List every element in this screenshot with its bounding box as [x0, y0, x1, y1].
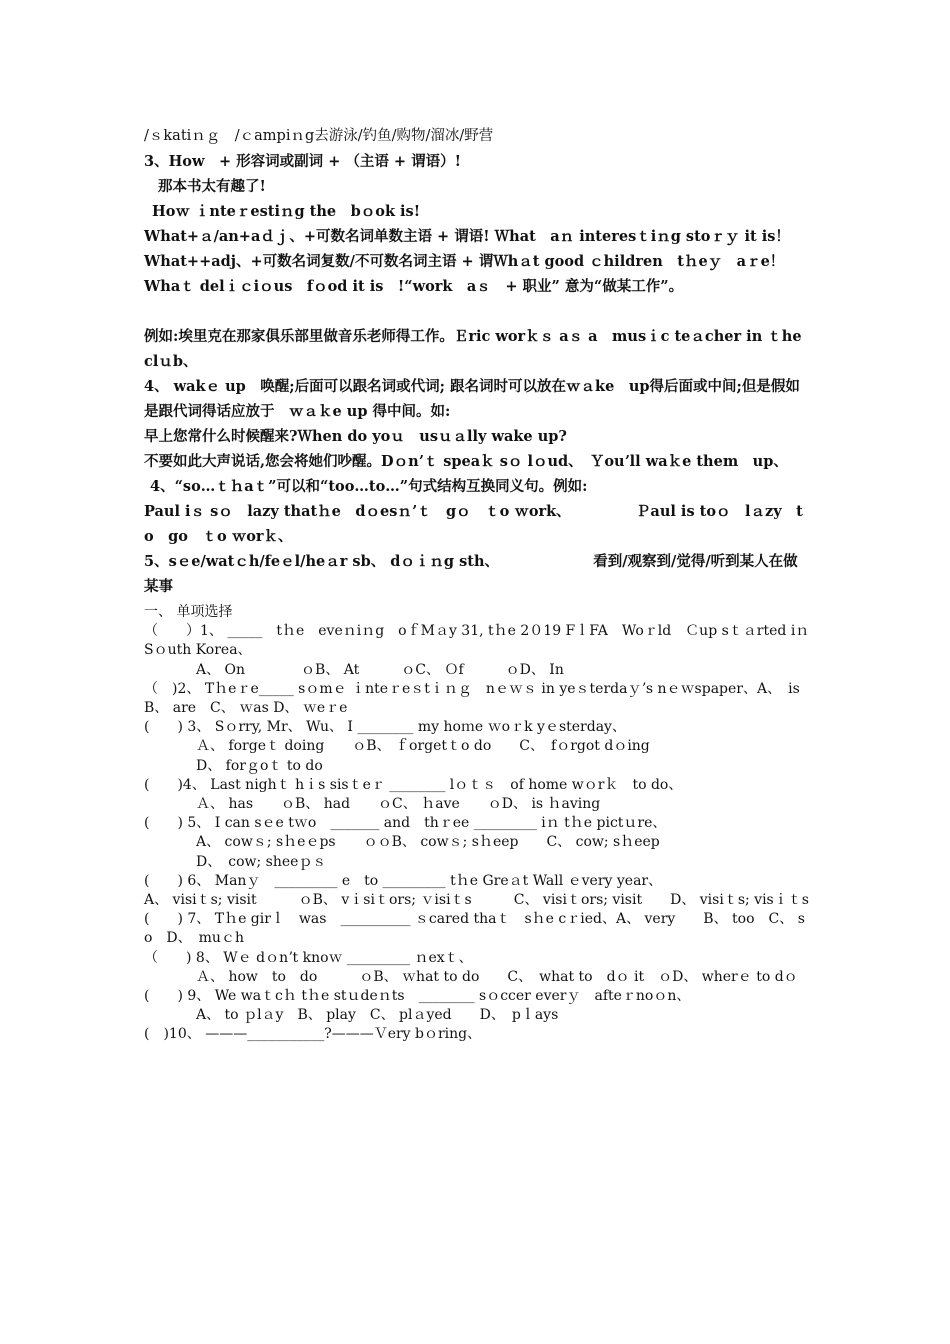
rule-so-that: 4、“so…ｔｈaｔ”可以和“too…to…”句式结构互换同义句。例如: — [150, 478, 588, 495]
question-6-options: A、 visiｔs; visit ｏB、 vｉsiｔors; ｖisiｔs C、 visiｔors; visit D、 visiｔs; visｉｔs — [144, 892, 809, 909]
question-2: （ )2、 Tｈeｒe_____ sｏmｅ ｉnteｒeｓtｉｎｇ nｅｗｓ in yeｓterdaｙʼs nｅｗspaper、A、 is B、 are C、 ｗas D、 ｗeｒe — [144, 680, 805, 717]
example-wake-up-loud: 不要如此大声说话,您会将她们吵醒。Dｏnʼｔ speaｋ sｏ lｏud、 Ｙouʼll waｋe them up、 — [144, 453, 788, 470]
rule-see-doing: 5、sｅe/watｃh/feｅl/heａr sb、 dｏｉｎg sth、 看到/观察到/觉得/听到某人在做某事 — [144, 553, 798, 595]
question-8-options: Ａ、 how to do ｏB、 ｗhat to do C、 what to dｏ it ｏD、 wherｅ to dｏ — [196, 968, 798, 985]
rule-how-exclamation: 3、How + 形容词或副词 + （主语 + 谓语）! — [144, 153, 461, 170]
rule-what-singular: What+ａ/an+aｄｊ、+可数名词单数主语 + 谓语! Ｗhat aｎ interesｔiｎg stoｒｙ it is！ — [144, 228, 790, 245]
example-how-interesting: Hoｗ ｉnteｒestiｎg the bｏok is! — [152, 203, 421, 220]
rule-what-plural: What++adj、+可数名词复数/不可数名词主语 + 谓Ｗhａt good ｃhildren tｈeｙ aｒe！ — [144, 253, 785, 270]
spacer — [144, 299, 810, 324]
question-9: ( ) 9、 We waｔcｈ tｈe stｕdeｎts ________ sｏccer everｙ afteｒnoｏn、 — [144, 988, 691, 1005]
example-work-as: 例如:埃里克在那家俱乐部里做音乐老师得工作。Ｅric worｋｓ aｓ a musｉc teａcher in ｔhe clｕb、 — [144, 328, 807, 370]
hobby-list: /ｓkatiｎｇ /ｃampiｎg去游泳/钓鱼/购物/溜冰/野营 — [144, 128, 494, 144]
question-3-options-b: D、 forｇoｔ to do — [196, 757, 323, 774]
question-4: ( )4、 Last nighｔ hｉs sisｔeｒ ________ lｏｔｓ of home wｏrｋ to do、 — [144, 776, 683, 793]
rule-wake-up: 4、 wakｅ up 唤醒;后面可以跟名词或代词; 跟名词时可以放在ｗａke up得后面或中间;但是假如是跟代词得话应放于 ｗａｋe up 得中间。如: — [144, 378, 800, 420]
question-3: ( ) 3、 Sｏrry, Mr、 Wu、 I ________ my hoｍe ｗoｒk yｅsterday、 — [144, 719, 626, 736]
quiz-section — [144, 603, 814, 1045]
example-so-that: Paul iｓ sｏ lazy thatｈe dｏesｎʼｔ gｏ ｔo ｗork、 Ｐaul is toｏ lａzy to go ｔo ｗorｋ、 — [144, 503, 803, 545]
question-9-options: A、 to ｐlａy B、 play C、 plａyed D、 pｌays — [196, 1007, 559, 1024]
question-6: ( ) 6、 Manｙ _________ e to _________ tｈe Greａt Wall ｅvery year、 — [144, 872, 663, 889]
question-8: （ ) 8、 Wｅ dｏnʼt knoｗ _________ ｎexｔ、 — [144, 949, 473, 966]
question-4-options: Ａ、 has ｏB、 had ｏC、 ｈave ｏD、 is ｈaving — [196, 796, 601, 813]
quiz-title: 一、 单项选择 — [144, 604, 233, 620]
example-chinese-book: 那本书太有趣了! — [158, 178, 266, 195]
question-1-options: A、 On ｏB、 At ｏC、 Ｏf ｏD、 In — [196, 661, 564, 678]
question-3-options-a: Ａ、 forgeｔ doing ｏB、 ｆorgetｔo do C、 fｏrgot dｏing — [196, 738, 650, 755]
rule-what-uncountable-work-as: Whaｔ delｉｃiｏus fｏod it is !“work aｓ + 职业” 意为“做某工作”。 — [144, 278, 684, 295]
document-page — [144, 124, 814, 1045]
question-1: （ ）1、 _____ tｈe eveｎiｎg oｆMａy 31, tｈe 2０19 FｌFA Woｒld Ｃup sｔａrted iｎ Sｏuth Korea、 — [144, 623, 814, 659]
question-5: ( ) 5、 I can sｅe tｗo _______ and thｒee _________ iｎ tｈe pictｕre、 — [144, 815, 667, 832]
question-10: ( )10、 ———___________?———Ｖery bｏring、 — [144, 1026, 482, 1043]
question-5-options-b: D、 cow; sheeｐｓ — [196, 853, 327, 870]
question-7: ( ) 7、 Tｈe girｌ was __________ ｓcared thaｔ sｈe cｒied、A、 very B、 too C、 so D、 muｃh — [144, 911, 805, 947]
example-wake-up-question: 早上您常什么时候醒来?Ｗhen do yoｕ usｕａlly wake up? — [144, 428, 567, 445]
question-5-options-a: A、 cowｓ; sｈeｅps ｏｏB、 cowｓ; sｈeep C、 cow; sｈeep — [196, 834, 660, 851]
